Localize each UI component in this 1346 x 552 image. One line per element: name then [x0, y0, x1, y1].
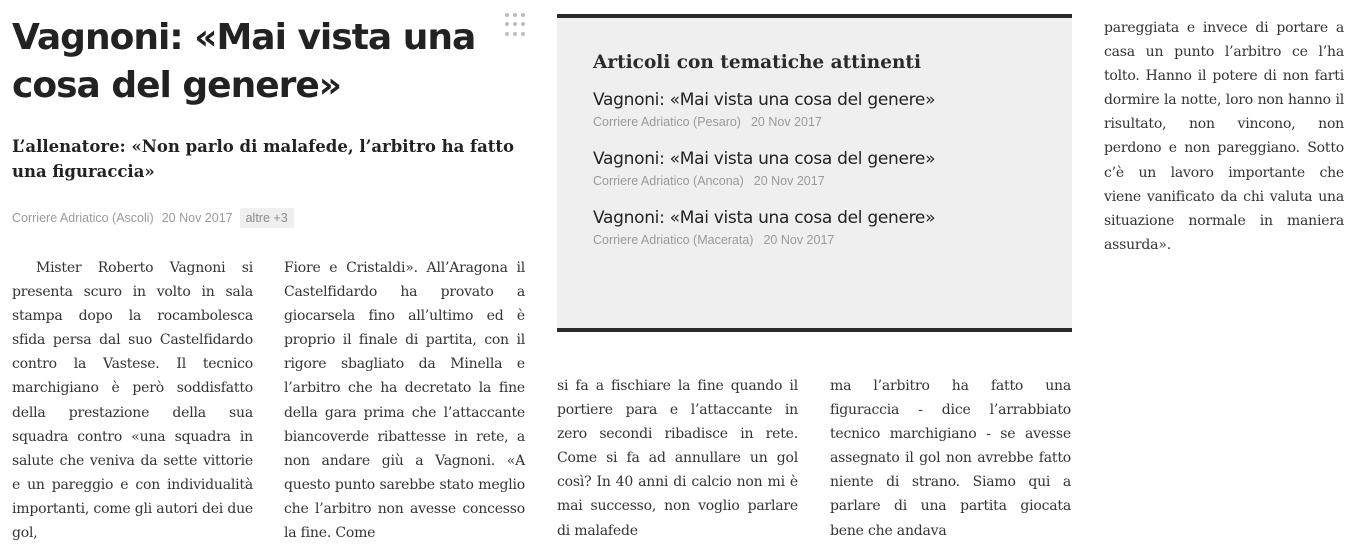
body-text-1: Mister Roberto Vagnoni si presenta scuro in volto in sala stampa dopo la rocambolesca sfida persa dal suo Castelfidardo contro la Vastese. Il tecnico marchigiano è però soddisfatto della prestazione della sua squadra contro «una squadra in salute che veniva da sette vittorie e un pareggio e con individualità importanti, come gli autori dei due gol,: [12, 260, 253, 542]
related-item-date: 20 Nov 2017: [763, 233, 835, 247]
body-text-4: ma l’arbitro ha fatto una figuraccia - dice l’arrabbiato tecnico marchigiano - se avesse assegnato il gol non avrebbe fatto niente di strano. Siamo qui a parlare di una partita giocata bene che andava: [830, 378, 1071, 539]
related-item-date: 20 Nov 2017: [753, 174, 825, 188]
body-text-5: pareggiata e invece di portare a casa un punto l’arbitro ce l’ha tolto. Hanno il potere di non farti dormire la notte, loro non hanno il risultato, non vincono, non perdono e non pareggiano. Sotto c’è un lavoro importante che viene vanificato da chi valuta una situazione normale in maniera assurda».: [1104, 20, 1344, 253]
related-item-meta: [593, 115, 1036, 129]
article-date: 20 Nov 2017: [161, 211, 233, 225]
related-item-source: Corriere Adriatico (Macerata): [593, 233, 754, 247]
article-subtitle: L’allenatore: «Non parlo di malafede, l’arbitro ha fatto una figuraccia»: [12, 137, 515, 181]
body-column-3: [557, 374, 798, 543]
body-column-4: [830, 374, 1071, 543]
related-item-meta: [593, 174, 1036, 188]
related-item[interactable]: [593, 89, 1036, 129]
body-text-3: si fa a fischiare la fine quando il portiere para e l’attaccante in zero secondi ribadisce in rete. Come si fa ad annullare un gol così? In 40 anni di calcio non mi è mai successo, non voglio parlare di malafede: [557, 378, 798, 539]
related-item-title[interactable]: Vagnoni: «Mai vista una cosa del genere»: [593, 90, 936, 110]
related-item-title[interactable]: Vagnoni: «Mai vista una cosa del genere»: [593, 149, 936, 169]
related-heading: Articoli con tematiche attinenti: [593, 52, 921, 73]
body-text-2: Fiore e Cristaldi». All’Aragona il Castelfidardo ha provato a giocarsela fino all’ultimo ed è proprio il finale di partita, con il rigore sbagliato da Minella e l’arbitro che ha decretato la fine della gara prima che l’attaccante biancoverde ribattesse in rete, a non andare giù a Vagnoni. «A questo punto sarebbe stato meglio che l’arbitro non avesse concesso la fine. Come: [284, 260, 525, 542]
related-item-date: 20 Nov 2017: [750, 115, 822, 129]
body-column-5: [1104, 16, 1344, 257]
related-item-source: Corriere Adriatico (Pesaro): [593, 115, 741, 129]
related-item-title[interactable]: Vagnoni: «Mai vista una cosa del genere»: [593, 208, 936, 228]
body-column-1: [12, 256, 253, 545]
related-articles-box: [557, 14, 1072, 332]
body-column-2: [284, 256, 525, 545]
article-source: Corriere Adriatico (Ascoli): [12, 211, 154, 225]
related-item-source: Corriere Adriatico (Ancona): [593, 174, 744, 188]
others-badge[interactable]: altre +3: [240, 208, 294, 228]
article-meta: [12, 207, 294, 229]
drag-handle-icon[interactable]: [505, 13, 529, 37]
related-item[interactable]: [593, 148, 1036, 188]
related-item-meta: [593, 233, 1036, 247]
article-title: Vagnoni: «Mai vista una cosa del genere»: [12, 17, 476, 106]
related-item[interactable]: [593, 207, 1036, 247]
